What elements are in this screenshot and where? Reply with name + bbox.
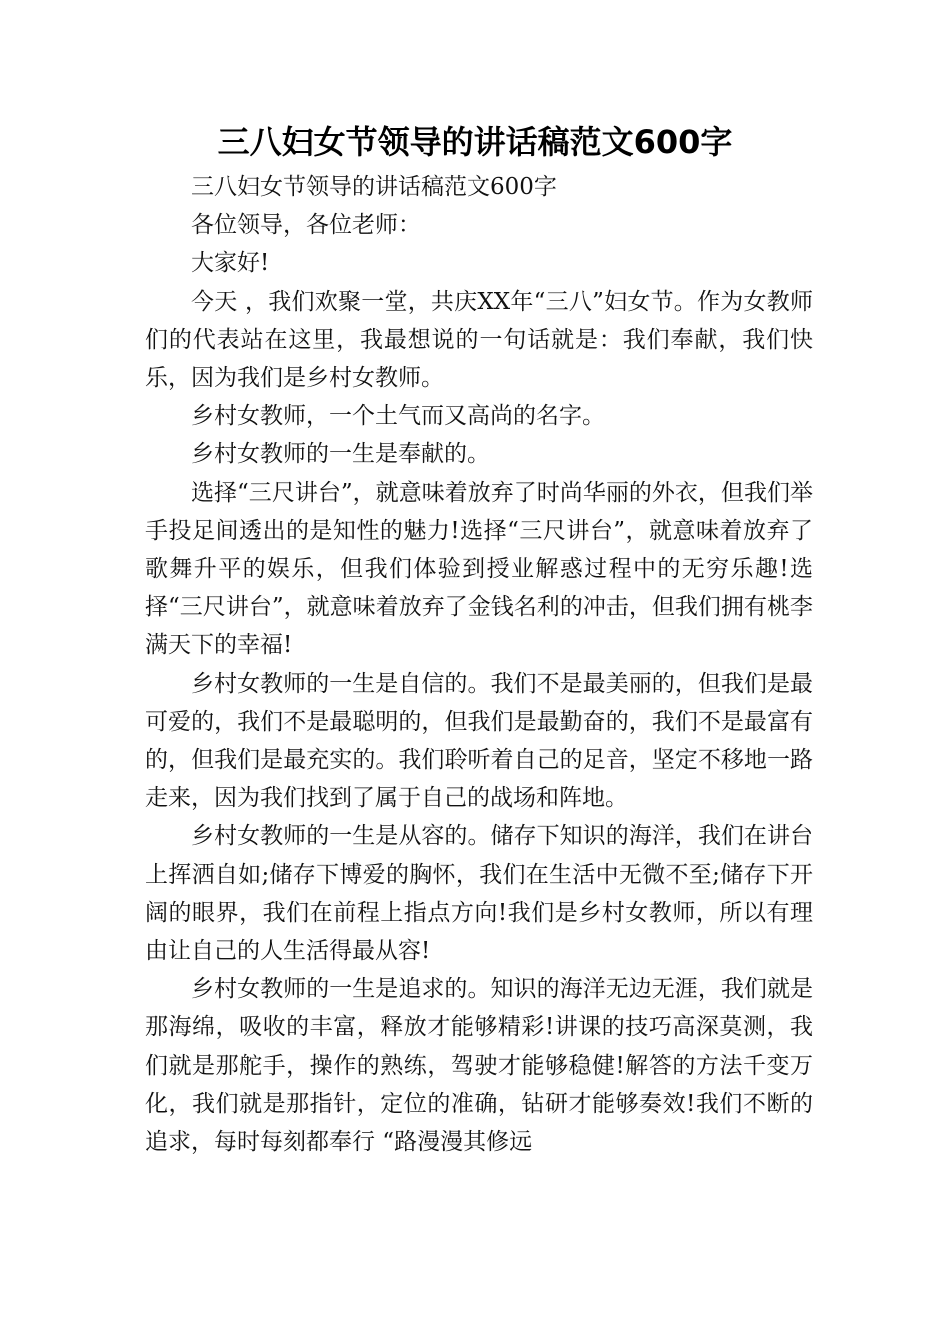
- paragraph: 三八妇女节领导的讲话稿范文600字: [191, 174, 557, 200]
- document-body: [145, 168, 813, 1161]
- paragraph: 乡村女教师，一个土气而又高尚的名字。: [191, 403, 605, 430]
- paragraph: 乡村女教师的一生是从容的。储存下知识的海洋，我们在讲台上挥洒自如;储存下博爱的胸怀，我们在生活中无微不至;储存下开阔的眼界，我们在前程上指点方向!我们是乡村女教师，所以有理由让自己的人生活得最从容!: [145, 823, 813, 965]
- paragraph: 乡村女教师的一生是自信的。我们不是最美丽的，但我们是最可爱的，我们不是最聪明的，但我们是最勤奋的，我们不是最富有的，但我们是最充实的。我们聆听着自己的足音，坚定不移地一路走来，因为我们找到了属于自己的战场和阵地。: [145, 670, 813, 812]
- paragraph: 今天 ，我们欢聚一堂，共庆XX年“三八”妇女节。作为女教师们的代表站在这里，我最想说的一句话就是：我们奉献，我们快乐，因为我们是乡村女教师。: [145, 288, 813, 392]
- paragraph: 选择“三尺讲台”，就意味着放弃了时尚华丽的外衣，但我们举手投足间透出的是知性的魅力!选择“三尺讲台”，就意味着放弃了歌舞升平的娱乐，但我们体验到授业解惑过程中的无穷乐趣!选择“三尺讲台”，就意味着放弃了金钱名利的冲击，但我们拥有桃李满天下的幸福!: [145, 479, 813, 659]
- paragraph: 乡村女教师的一生是奉献的。: [191, 441, 490, 468]
- paragraph: 大家好!: [191, 250, 270, 277]
- paragraph: 乡村女教师的一生是追求的。知识的海洋无边无涯，我们就是那海绵，吸收的丰富，释放才能够精彩!讲课的技巧高深莫测，我们就是那舵手，操作的熟练，驾驶才能够稳健!解答的方法千变万化，我们就是那指针，定位的准确，钻研才能够奏效!我们不断的追求，每时每刻都奉行 “路漫漫其修远: [145, 976, 813, 1156]
- document-title: 三八妇女节领导的讲话稿范文600字: [217, 123, 733, 161]
- paragraph: 各位领导，各位老师：: [191, 212, 421, 239]
